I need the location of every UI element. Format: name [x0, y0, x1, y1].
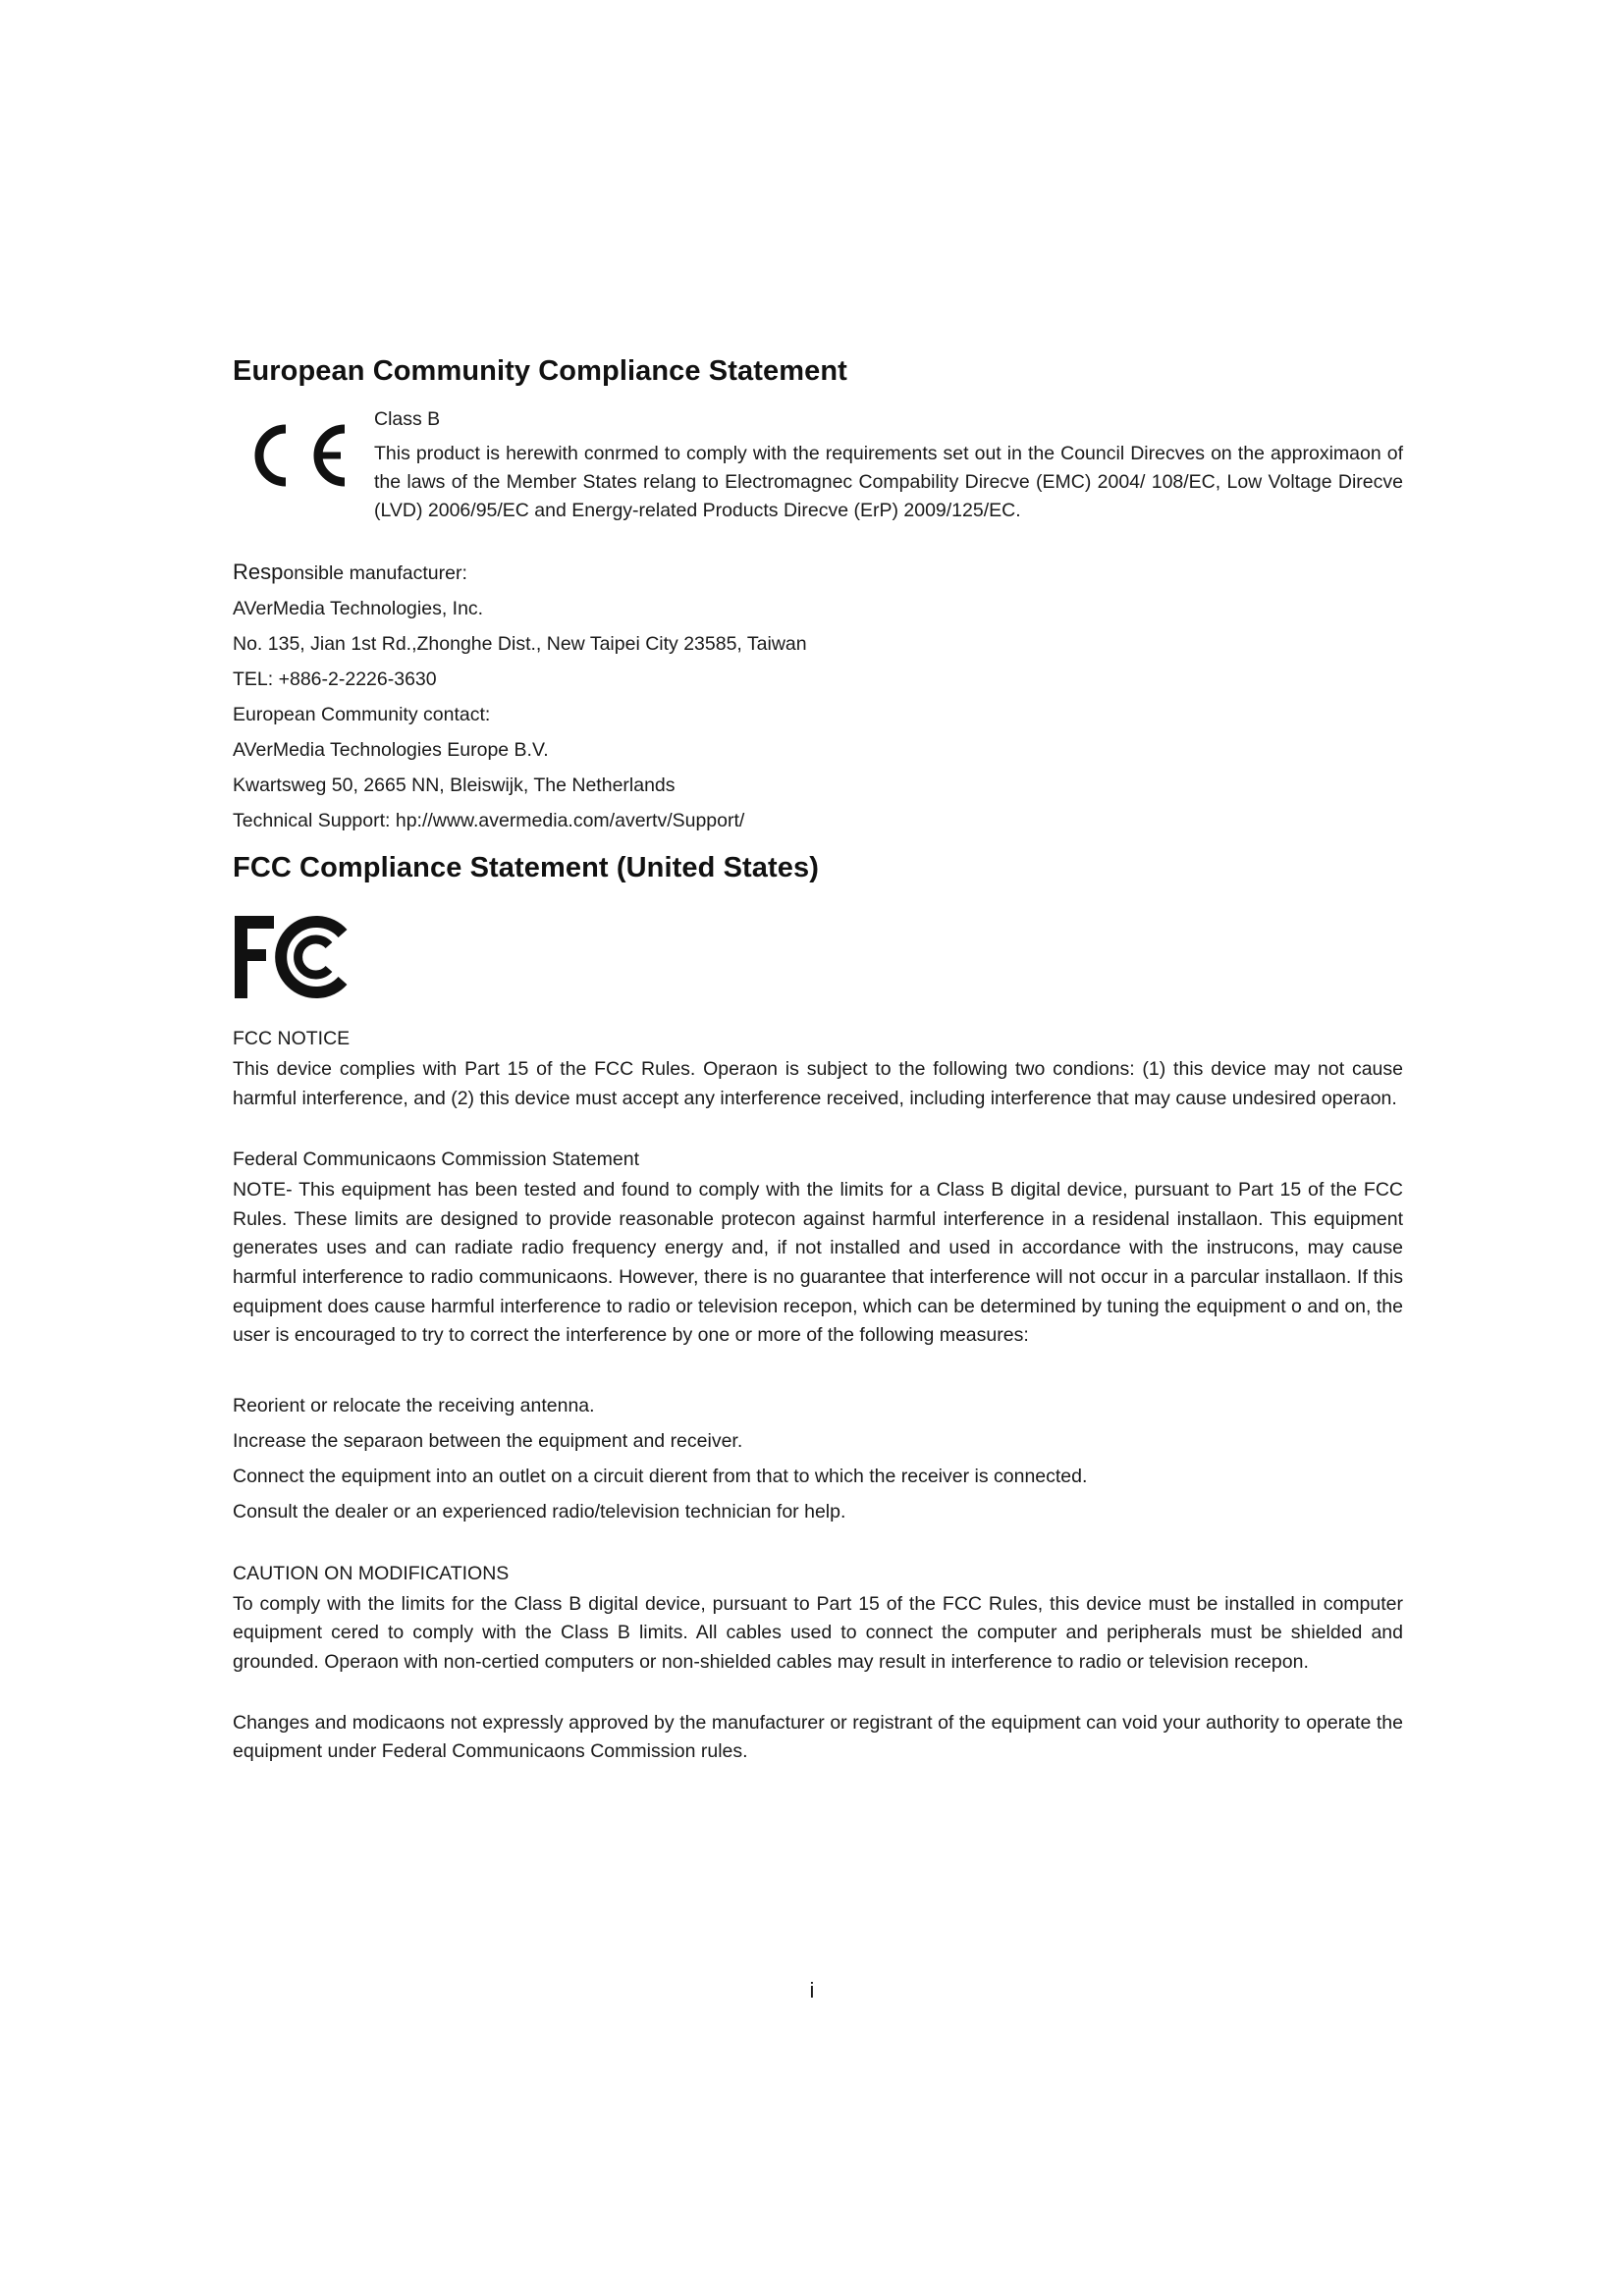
eu-heading: European Community Compliance Statement [233, 355, 847, 387]
fcc-section [233, 852, 1403, 1767]
measure-item: Connect the equipment into an outlet on a circuit dierent from that to which the receiver is connected. [233, 1465, 1088, 1487]
responsible-rest: onsible manufacturer: [283, 562, 467, 584]
measures-list [233, 1388, 1403, 1529]
fcc-heading: FCC Compliance Statement (United States) [233, 852, 819, 883]
caution-label: CAUTION ON MODIFICATIONS [233, 1562, 510, 1584]
fcc-logo-icon [233, 912, 352, 1002]
measure-item: Reorient or relocate the receiving antenna. [233, 1394, 595, 1416]
ce-text [374, 405, 1403, 525]
ce-mark-icon [243, 419, 351, 492]
ce-block [233, 405, 1403, 549]
responsible-lead: Resp [233, 560, 284, 584]
manufacturer-name: AVerMedia Technologies, Inc. [233, 598, 484, 619]
eu-contact-address: Kwartsweg 50, 2665 NN, Bleiswijk, The Netherlands [233, 774, 676, 796]
manufacturer-address: No. 135, Jian 1st Rd.,Zhonghe Dist., New Taipei City 23585, Taiwan [233, 633, 807, 655]
changes-body: Changes and modicaons not expressly approved by the manufacturer or registrant of the equipment can void your authority to operate the equipment under Federal Communicaons Commission rules. [233, 1711, 1403, 1763]
fcc-notice-label: FCC NOTICE [233, 1028, 351, 1049]
measure-item: Consult the dealer or an experienced radio/television technician for help. [233, 1500, 846, 1522]
eu-contact-name: AVerMedia Technologies Europe B.V. [233, 739, 549, 761]
fcc-commission-label: Federal Communicaons Commission Statement [233, 1148, 639, 1171]
page-content [233, 355, 1403, 1767]
ce-class: Class B [374, 408, 441, 430]
fcc-notice-body: This device complies with Part 15 of the FCC Rules. Operaon is subject to the following two condions: (1) this device may not cause harmful interference, and (2) this device must accept any interference received, including interference that may cause undesired operaon. [233, 1058, 1403, 1109]
responsible-manufacturer [233, 555, 1403, 591]
eu-contact-label: European Community contact: [233, 704, 491, 725]
fcc-commission-body: NOTE- This equipment has been tested and found to comply with the limits for a Class B digital device, pursuant to Part 15 of the FCC Rules. These limits are designed to provide reasonable protecon against harmful interference in a residenal installaon. This equipment generates uses and can radiate radio frequency energy and, if not installed and used in accordance with the instrucons, may cause harmful interference to radio communicaons. However, there is no guarantee that interference will not occur in a parcular installaon. If this equipment does cause harmful interference to radio or television recepon, which can be determined by tuning the equipment o and on, the user is encouraged to try to correct the interference by one or more of the following measures: [233, 1179, 1403, 1347]
ce-body: This product is herewith conrmed to comply with the requirements set out in the Council Direcves on the approximaon of the laws of the Member States relang to Electromagnec Compability Direcve (EMC) 2004/ 108/EC, Low Voltage Direcve (LVD) 2006/95/EC and Energy-related Products Direcve (ErP) 2009/125/EC. [374, 443, 1403, 521]
page-number: i [809, 1978, 815, 2002]
manufacturer-tel: TEL: +886-2-2226-3630 [233, 668, 437, 690]
caution-body: To comply with the limits for the Class B digital device, pursuant to Part 15 of the FCC Rules, this device must be installed in computer equipment cered to comply with the Class B limits. All cables used to connect the computer and peripherals must be shielded and grounded. Operaon with non-certied computers or non-shielded cables may result in interference to radio or television recepon. [233, 1592, 1403, 1673]
technical-support-link[interactable]: Technical Support: hp://www.avermedia.com/avertv/Support/ [233, 810, 745, 831]
measure-item: Increase the separaon between the equipment and receiver. [233, 1429, 743, 1452]
